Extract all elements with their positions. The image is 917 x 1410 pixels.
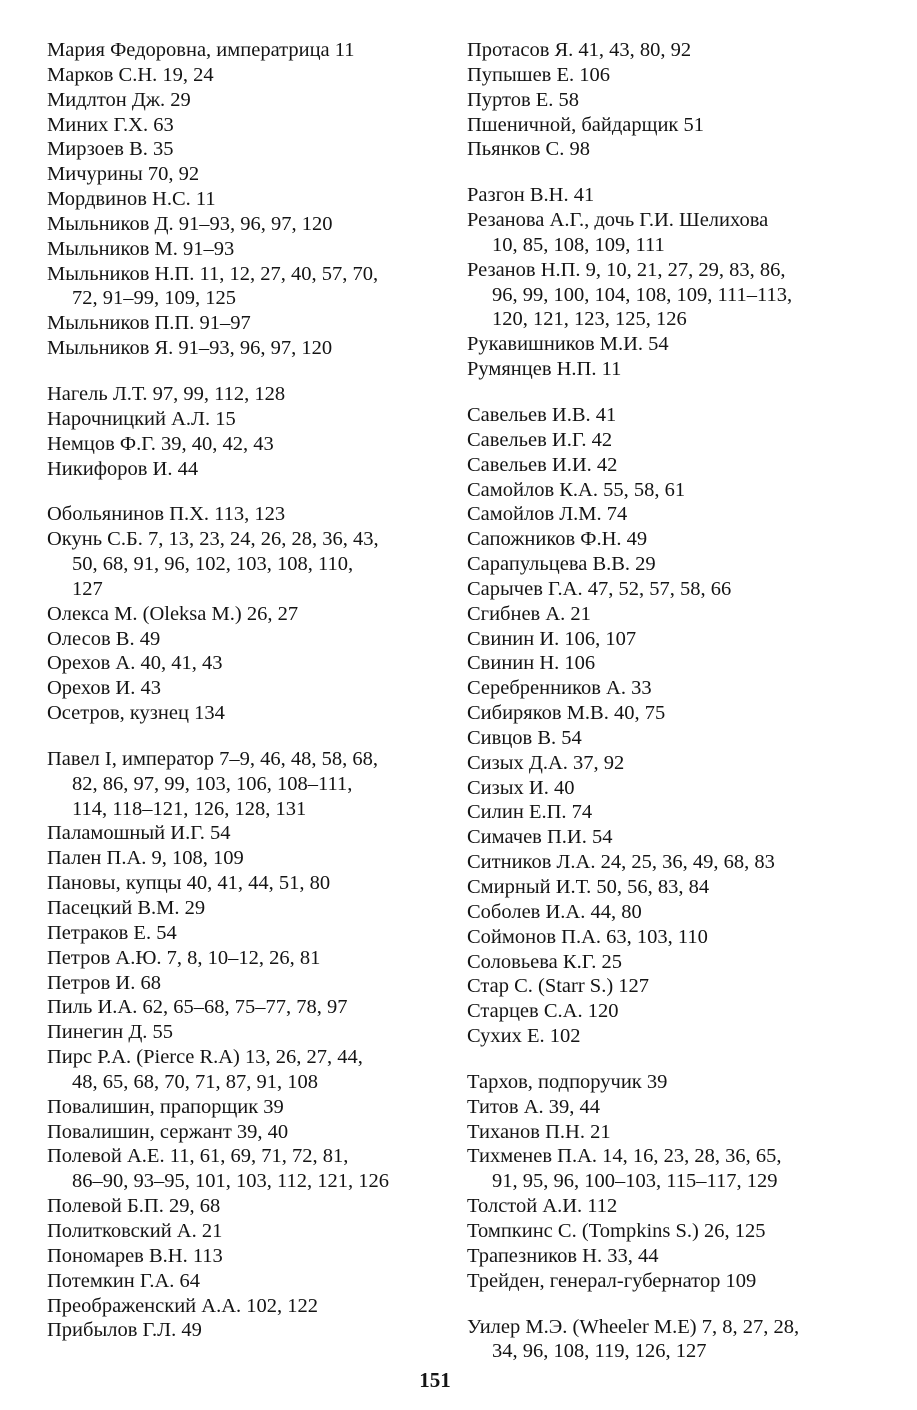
index-entry [467, 1244, 862, 1269]
index-entry-text: Полевой А.Е. 11, 61, 69, 71, 72, 81, [47, 1145, 349, 1168]
index-entry-text: Петров А.Ю. 7, 8, 10–12, 26, 81 [47, 946, 321, 969]
index-entry-text: Резанов Н.П. 9, 10, 21, 27, 29, 83, 86, [467, 258, 786, 281]
index-entry-text: Мирзоев В. 35 [47, 138, 174, 161]
index-entry-text: Мыльников Я. 91–93, 96, 97, 120 [47, 337, 333, 360]
index-entry [467, 1194, 862, 1219]
index-entry-text: Ситников Л.А. 24, 25, 36, 49, 68, 83 [467, 851, 775, 874]
index-entry [467, 900, 862, 925]
index-entry [47, 382, 427, 407]
index-entry-text: Сухих Е. 102 [467, 1025, 581, 1048]
index-entry [47, 821, 427, 846]
index-entry-text: Сарапульцева В.В. 29 [467, 553, 656, 576]
index-entry [47, 1194, 427, 1219]
index-entry [467, 850, 862, 875]
index-entry [47, 457, 427, 482]
index-entry [467, 63, 862, 88]
index-entry-text: Титов А. 39, 44 [467, 1095, 601, 1118]
index-entry-text: Тархов, подпоручик 39 [467, 1070, 668, 1093]
index-entry [47, 162, 427, 187]
index-entry [467, 428, 862, 453]
index-entry-text: Олесов В. 49 [47, 627, 161, 650]
letter-group [467, 1315, 862, 1365]
index-entry [467, 651, 862, 676]
index-entry-text: Нарочницкий А.Л. 15 [47, 407, 236, 430]
index-entry-text: Преображенский А.А. 102, 122 [47, 1294, 319, 1317]
index-entry [47, 311, 427, 336]
index-entry [467, 1095, 862, 1120]
index-entry [467, 332, 862, 357]
index-entry [47, 187, 427, 212]
index-entry-text: Петраков Е. 54 [47, 921, 177, 944]
index-entry [47, 137, 427, 162]
index-entry [467, 602, 862, 627]
index-entry-continuation: 127 [72, 577, 103, 600]
index-entry [47, 1318, 427, 1343]
index-entry-text: Пономарев В.Н. 113 [47, 1244, 223, 1267]
index-entry [467, 1269, 862, 1294]
index-entry [467, 552, 862, 577]
index-entry-text: Олекса М. (Oleksa M.) 26, 27 [47, 602, 299, 625]
letter-group [467, 403, 862, 1049]
index-entry [47, 1120, 427, 1145]
index-entry [47, 921, 427, 946]
index-entry-text: Пирс Р.А. (Pierce R.A) 13, 26, 27, 44, [47, 1046, 363, 1069]
index-entry [47, 212, 427, 237]
index-entry [47, 1269, 427, 1294]
index-entry [467, 88, 862, 113]
index-entry [47, 1095, 427, 1120]
page-number: 151 [419, 1368, 451, 1392]
index-entry [47, 896, 427, 921]
index-entry-continuation: 10, 85, 108, 109, 111 [492, 233, 665, 256]
index-entry-text: Немцов Ф.Г. 39, 40, 42, 43 [47, 432, 274, 455]
index-entry [47, 502, 427, 527]
index-entry-text: Пьянков С. 98 [467, 138, 590, 161]
index-entry-text: Румянцев Н.П. 11 [467, 358, 622, 381]
index-entry [467, 999, 862, 1024]
index-entry [467, 403, 862, 428]
index-entry [47, 1045, 427, 1095]
index-entry-text: Сибиряков М.В. 40, 75 [467, 702, 666, 725]
index-entry-continuation: 34, 96, 108, 119, 126, 127 [492, 1340, 707, 1363]
index-entry-text: Сивцов В. 54 [467, 726, 582, 749]
index-entry [467, 875, 862, 900]
index-entry-text: Свинин Н. 106 [467, 652, 596, 675]
index-entry-text: Окунь С.Б. 7, 13, 23, 24, 26, 28, 36, 43, [47, 528, 379, 551]
index-entry-text: Осетров, кузнец 134 [47, 702, 225, 725]
index-entry-text: Соймонов П.А. 63, 103, 110 [467, 925, 708, 948]
index-entry [467, 1070, 862, 1095]
index-entry-text: Савельев И.Г. 42 [467, 428, 613, 451]
index-entry [47, 262, 427, 312]
index-entry [467, 1120, 862, 1145]
index-entry [467, 1315, 862, 1365]
index-entry [467, 974, 862, 999]
index-entry [467, 1219, 862, 1244]
index-entry-text: Старцев С.А. 120 [467, 1000, 619, 1023]
letter-group [47, 747, 427, 1343]
index-entry-text: Мыльников Н.П. 11, 12, 27, 40, 57, 70, [47, 262, 379, 285]
letter-group [47, 502, 427, 726]
index-entry [467, 701, 862, 726]
index-entry-text: Толстой А.И. 112 [467, 1195, 618, 1218]
index-entry-text: Томпкинс С. (Tompkins S.) 26, 125 [467, 1219, 766, 1242]
index-entry-text: Уилер М.Э. (Wheeler M.E) 7, 8, 27, 28, [467, 1315, 800, 1338]
index-entry [467, 137, 862, 162]
index-entry-text: Полевой Б.П. 29, 68 [47, 1195, 221, 1218]
index-entry-continuation: 82, 86, 97, 99, 103, 106, 108–111, [72, 772, 353, 795]
index-entry-text: Марков С.Н. 19, 24 [47, 63, 214, 86]
index-entry [467, 527, 862, 552]
index-column-left [47, 38, 427, 1364]
index-entry [47, 747, 427, 822]
index-entry [467, 627, 862, 652]
index-entry-text: Мыльников М. 91–93 [47, 237, 235, 260]
index-entry [47, 701, 427, 726]
index-entry-text: Савельев И.И. 42 [467, 453, 618, 476]
index-entry-text: Рукавишников М.И. 54 [467, 333, 669, 356]
index-entry-text: Симачев П.И. 54 [467, 826, 613, 849]
index-entry-text: Политковский А. 21 [47, 1219, 223, 1242]
index-entry [47, 627, 427, 652]
index-entry [47, 407, 427, 432]
index-entry [47, 871, 427, 896]
index-entry-text: Сапожников Ф.Н. 49 [467, 528, 648, 551]
index-entry-text: Мичурины 70, 92 [47, 163, 200, 186]
index-entry [47, 995, 427, 1020]
index-entry-text: Пуртов Е. 58 [467, 88, 580, 111]
index-entry-text: Обольянинов П.Х. 113, 123 [47, 503, 286, 526]
index-column-right [467, 38, 862, 1385]
index-entry [467, 676, 862, 701]
index-entry-text: Резанова А.Г., дочь Г.И. Шелихова [467, 209, 769, 232]
index-entry-text: Тихменев П.А. 14, 16, 23, 28, 36, 65, [467, 1145, 782, 1168]
index-entry-text: Орехов И. 43 [47, 677, 161, 700]
index-entry [47, 113, 427, 138]
index-entry-text: Сарычев Г.А. 47, 52, 57, 58, 66 [467, 577, 732, 600]
index-entry-continuation: 96, 99, 100, 104, 108, 109, 111–113, [492, 283, 793, 306]
index-entry [47, 846, 427, 871]
index-entry-text: Смирный И.Т. 50, 56, 83, 84 [467, 876, 710, 898]
index-entry-text: Миних Г.Х. 63 [47, 113, 174, 136]
index-entry [47, 1144, 427, 1194]
index-entry [467, 751, 862, 776]
index-entry [467, 776, 862, 801]
index-entry [47, 676, 427, 701]
index-entry-text: Протасов Я. 41, 43, 80, 92 [467, 39, 692, 61]
index-entry [467, 357, 862, 382]
index-entry-text: Мидлтон Дж. 29 [47, 88, 191, 111]
index-entry-text: Орехов А. 40, 41, 43 [47, 652, 223, 675]
index-entry [47, 1294, 427, 1319]
index-entry-text: Повалишин, сержант 39, 40 [47, 1120, 289, 1143]
index-entry-text: Пшеничной, байдарщик 51 [467, 113, 705, 136]
index-entry-text: Пупышев Е. 106 [467, 63, 611, 86]
index-entry-text: Серебренников А. 33 [467, 677, 652, 700]
letter-group [467, 1070, 862, 1294]
index-entry [467, 825, 862, 850]
index-entry [467, 183, 862, 208]
index-entry [467, 950, 862, 975]
index-entry [467, 925, 862, 950]
index-entry [467, 478, 862, 503]
index-entry [467, 208, 862, 258]
letter-group [47, 38, 427, 361]
index-entry [47, 602, 427, 627]
index-entry-text: Никифоров И. 44 [47, 457, 199, 480]
index-entry-text: Повалишин, прапорщик 39 [47, 1095, 284, 1118]
index-entry-continuation: 48, 65, 68, 70, 71, 87, 91, 108 [72, 1070, 318, 1093]
index-entry [47, 946, 427, 971]
index-entry-text: Разгон В.Н. 41 [467, 184, 595, 207]
index-entry [467, 38, 862, 63]
index-entry-continuation: 86–90, 93–95, 101, 103, 112, 121, 126 [72, 1170, 389, 1193]
index-entry [467, 577, 862, 602]
index-entry-text: Петров И. 68 [47, 971, 161, 994]
index-entry-text: Паламошный И.Г. 54 [47, 822, 231, 845]
index-entry-text: Сизых И. 40 [467, 776, 575, 799]
index-entry-text: Нагель Л.Т. 97, 99, 112, 128 [47, 382, 286, 405]
index-entry-text: Мыльников П.П. 91–97 [47, 312, 251, 335]
index-entry-text: Самойлов Л.М. 74 [467, 503, 628, 526]
index-entry-text: Трейден, генерал-губернатор 109 [467, 1269, 757, 1292]
index-entry-text: Пасецкий В.М. 29 [47, 897, 206, 919]
index-entry-continuation: 120, 121, 123, 125, 126 [492, 308, 687, 331]
index-entry-continuation: 72, 91–99, 109, 125 [72, 287, 236, 310]
index-entry [47, 527, 427, 602]
index-entry-text: Трапезников Н. 33, 44 [467, 1244, 659, 1267]
index-entry [47, 1020, 427, 1045]
index-entry-text: Самойлов К.А. 55, 58, 61 [467, 478, 686, 501]
letter-group [47, 382, 427, 481]
index-entry [47, 1244, 427, 1269]
index-entry [467, 1144, 862, 1194]
index-entry [467, 453, 862, 478]
index-entry-text: Силин Е.П. 74 [467, 801, 593, 824]
index-entry-text: Пален П.А. 9, 108, 109 [47, 847, 244, 870]
index-entry [47, 432, 427, 457]
index-entry-text: Свинин И. 106, 107 [467, 627, 637, 650]
index-entry-text: Соловьева К.Г. 25 [467, 950, 622, 973]
index-entry [467, 800, 862, 825]
index-entry-continuation: 114, 118–121, 126, 128, 131 [72, 797, 307, 820]
index-entry-text: Мордвинов Н.С. 11 [47, 188, 216, 211]
index-entry [47, 88, 427, 113]
letter-group [467, 183, 862, 382]
index-entry [47, 336, 427, 361]
index-entry [47, 63, 427, 88]
index-entry-text: Прибылов Г.Л. 49 [47, 1319, 202, 1342]
index-entry [47, 651, 427, 676]
index-entry-text: Мария Федоровна, императрица 11 [47, 39, 355, 61]
index-entry-text: Пинегин Д. 55 [47, 1021, 174, 1044]
index-entry [467, 1024, 862, 1049]
index-entry-text: Мыльников Д. 91–93, 96, 97, 120 [47, 212, 333, 235]
index-entry [47, 38, 427, 63]
letter-group [467, 38, 862, 162]
index-entry [467, 726, 862, 751]
index-entry-text: Савельев И.В. 41 [467, 403, 617, 426]
index-entry-continuation: 91, 95, 96, 100–103, 115–117, 129 [492, 1170, 778, 1193]
index-entry [467, 113, 862, 138]
index-entry-text: Потемкин Г.А. 64 [47, 1269, 201, 1292]
index-entry [47, 237, 427, 262]
index-entry-text: Стар С. (Starr S.) 127 [467, 975, 650, 998]
index-entry-text: Соболев И.А. 44, 80 [467, 900, 642, 923]
index-entry-text: Павел I, император 7–9, 46, 48, 58, 68, [47, 747, 379, 770]
index-entry-text: Пиль И.А. 62, 65–68, 75–77, 78, 97 [47, 996, 348, 1019]
index-entry [47, 971, 427, 996]
index-entry-text: Сгибнев А. 21 [467, 602, 591, 625]
index-entry [467, 258, 862, 333]
index-entry [47, 1219, 427, 1244]
index-entry [467, 502, 862, 527]
index-entry-text: Пановы, купцы 40, 41, 44, 51, 80 [47, 872, 331, 895]
index-entry-text: Сизых Д.А. 37, 92 [467, 751, 625, 774]
index-entry-text: Тиханов П.Н. 21 [467, 1120, 611, 1143]
index-entry-continuation: 50, 68, 91, 96, 102, 103, 108, 110, [72, 553, 354, 576]
